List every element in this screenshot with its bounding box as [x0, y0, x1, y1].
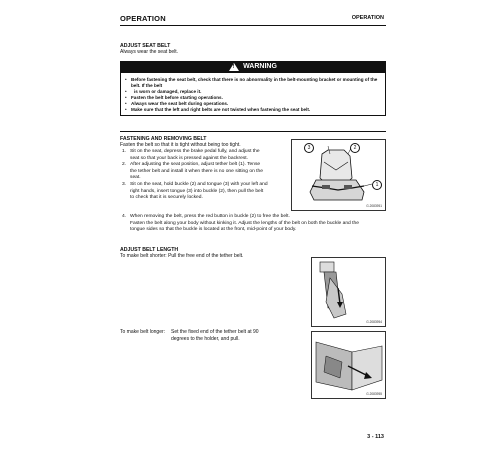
- adjust-seat-belt-text: Always wear the seat belt.: [120, 49, 179, 55]
- adjust-seat-belt-heading: ADJUST SEAT BELT: [120, 43, 171, 49]
- fastening-steps: [122, 149, 290, 202]
- warning-item: • Before fastening the seat belt, check that there is no abnormality in the belt-mounting bracket or mounting of the belt. If the belt: [125, 77, 383, 89]
- longer-instruction-line-1: Set the fixed end of the tether belt at 90: [171, 329, 259, 335]
- fastening-heading: FASTENING AND REMOVING BELT: [120, 136, 207, 142]
- warning-item: • Always wear the seat belt during operations.: [125, 101, 383, 107]
- figure-code: G.2083954: [366, 320, 382, 324]
- figure-code: G.2083951: [366, 204, 382, 208]
- header-left-title: OPERATION: [120, 14, 166, 23]
- page-number: 3 - 113: [367, 434, 384, 440]
- longer-label: To make belt longer:: [120, 329, 166, 335]
- longer-belt-illustration: [312, 332, 386, 399]
- warning-icon: !: [229, 63, 239, 71]
- callout-1: 1: [372, 180, 382, 190]
- shorter-instruction: To make belt shorter: Pull the free end of the tether belt.: [120, 253, 244, 259]
- shorter-belt-figure: [311, 257, 386, 327]
- warning-banner: [120, 61, 386, 72]
- step-4: 4. When removing the belt, press the red button in buckle (2) to free the belt. Fasten the belt along your body without kinking it. Adjust the lengths of the belt on both the buckle and the tongue sides so that the buckle is located at the front, mid-point of your body.: [122, 214, 359, 233]
- figure-code: G.2083955: [366, 392, 382, 396]
- section-divider: [120, 131, 386, 132]
- shorter-belt-illustration: [312, 258, 386, 327]
- callout-3: 3: [304, 143, 314, 153]
- header-rule: [120, 25, 386, 26]
- seat-belt-figure: [291, 139, 386, 211]
- warning-label: WARNING: [243, 63, 277, 70]
- step-3: 3. Sit on the seat, hold buckle (2) and tongue (3) with your left and right hands, insert tongue (3) into buckle (2), then pull the belt to check that it is securely locked.: [122, 181, 268, 201]
- fastening-intro: Fasten the belt so that it is tight without being too tight.: [120, 142, 241, 148]
- longer-belt-figure: [311, 331, 386, 399]
- warning-box: [120, 72, 386, 116]
- warning-item-continued: • is worn or damaged, replace it.: [125, 89, 383, 95]
- step-2: 2. After adjusting the seat position, adjust tether belt (1). Tense the tether belt and install it when there is no one sitting on the seat.: [122, 162, 263, 181]
- longer-instruction-line-2: degrees to the holder, and pull.: [171, 336, 240, 342]
- callout-2: 2: [350, 143, 360, 153]
- header-right-title: OPERATION: [351, 15, 384, 21]
- step-1: 1. Sit on the seat, depress the brake pedal fully, and adjust the seat so that your back is pressed against the backrest.: [122, 149, 260, 161]
- adjust-length-heading: ADJUST BELT LENGTH: [120, 247, 179, 253]
- warning-item: • Make sure that the left and right belts are not twisted when fastening the seat belt.: [125, 107, 383, 113]
- warning-item: • Fasten the belt before starting operations.: [125, 95, 383, 101]
- fastening-step-4: [122, 214, 386, 234]
- warning-list: [125, 77, 383, 114]
